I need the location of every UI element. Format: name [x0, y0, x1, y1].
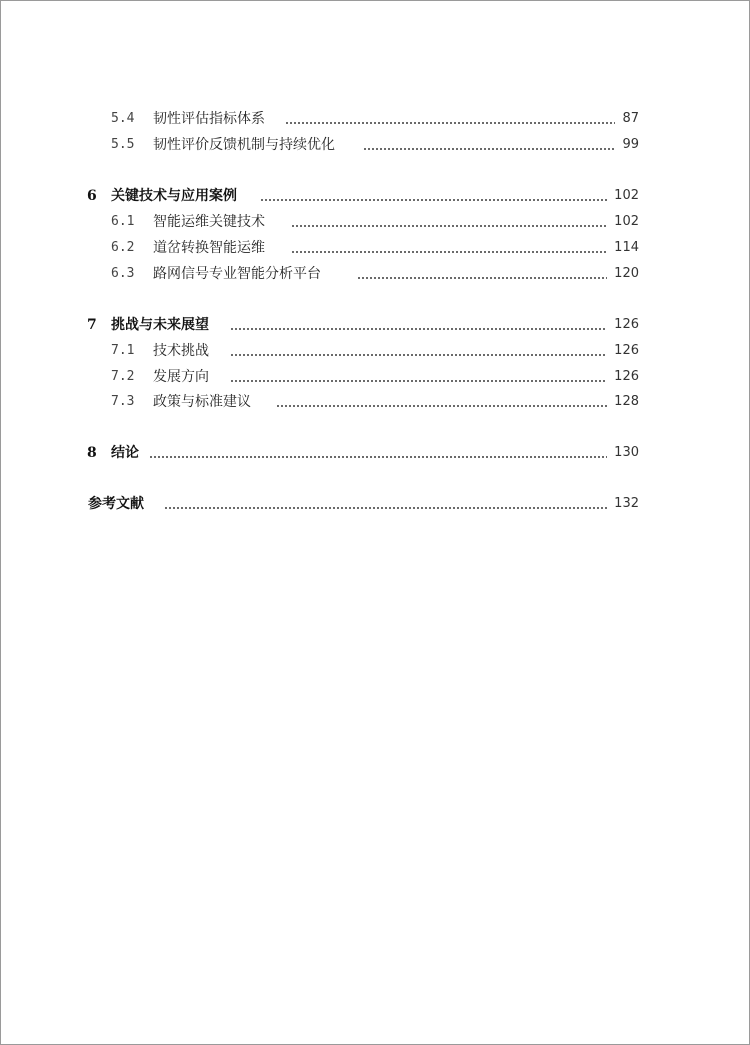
toc-entry-page: 99 — [622, 137, 639, 152]
toc-entry-title: 韧性评价反馈机制与持续优化 — [153, 137, 335, 153]
toc-entry-page: 126 — [614, 343, 639, 358]
leader-dots — [230, 380, 607, 382]
toc-chapter-8[interactable] — [1, 442, 749, 464]
toc-entry-page: 102 — [614, 214, 639, 229]
toc-entry-page: 128 — [614, 394, 639, 409]
toc-entry-number: 6.2 — [111, 240, 135, 255]
leader-dots — [291, 225, 607, 227]
toc-entry-title: 智能运维关键技术 — [153, 214, 265, 230]
toc-entry-6-1[interactable] — [1, 211, 749, 233]
leader-dots — [357, 277, 607, 279]
toc-entry-6-3[interactable] — [1, 263, 749, 285]
toc-entry-5-5[interactable] — [1, 134, 749, 156]
leader-dots — [230, 328, 607, 330]
toc-entry-page: 114 — [614, 240, 639, 255]
toc-entry-5-4[interactable] — [1, 108, 749, 130]
toc-entry-7-3[interactable] — [1, 391, 749, 413]
toc-entry-number: 6.1 — [111, 214, 135, 229]
toc-entry-page: 130 — [614, 445, 639, 460]
toc-entry-page: 132 — [614, 496, 639, 511]
toc-chapter-title: 结论 — [111, 445, 139, 461]
toc-entry-page: 126 — [614, 369, 639, 384]
toc-entry-number: 7.1 — [111, 343, 135, 358]
leader-dots — [276, 405, 607, 407]
toc-entry-page: 102 — [614, 188, 639, 203]
toc-chapter-title: 关键技术与应用案例 — [111, 188, 237, 204]
toc-entry-title: 道岔转换智能运维 — [153, 240, 265, 256]
toc-entry-number: 7.2 — [111, 369, 135, 384]
leader-dots — [149, 456, 607, 458]
toc-entry-title: 政策与标准建议 — [153, 394, 251, 410]
leader-dots — [164, 507, 607, 509]
toc-entry-number: 5.4 — [111, 111, 135, 126]
toc-entry-number: 5.5 — [111, 137, 135, 152]
toc-entry-title: 技术挑战 — [153, 343, 209, 359]
leader-dots — [260, 199, 607, 201]
toc-entry-7-1[interactable] — [1, 340, 749, 362]
toc-chapter-title: 挑战与未来展望 — [111, 317, 209, 333]
leader-dots — [363, 148, 615, 150]
toc-entry-page: 87 — [622, 111, 639, 126]
toc-entry-number: 7.3 — [111, 394, 135, 409]
toc-chapter-number: 7 — [87, 317, 97, 333]
toc-entry-page: 126 — [614, 317, 639, 332]
leader-dots — [291, 251, 607, 253]
leader-dots — [285, 122, 615, 124]
toc-entry-title: 发展方向 — [153, 369, 209, 385]
leader-dots — [230, 354, 607, 356]
toc-entry-number: 6.3 — [111, 266, 135, 281]
toc-entry-7-2[interactable] — [1, 366, 749, 388]
toc-references[interactable] — [1, 493, 749, 515]
toc-entry-6-2[interactable] — [1, 237, 749, 259]
toc-references-title: 参考文献 — [88, 496, 144, 512]
toc-chapter-number: 6 — [87, 188, 97, 204]
toc-chapter-6[interactable] — [1, 185, 749, 207]
toc-chapter-number: 8 — [87, 445, 97, 461]
toc-entry-page: 120 — [614, 266, 639, 281]
toc-entry-title: 路网信号专业智能分析平台 — [153, 266, 321, 282]
toc-chapter-7[interactable] — [1, 314, 749, 336]
toc-entry-title: 韧性评估指标体系 — [153, 111, 265, 127]
